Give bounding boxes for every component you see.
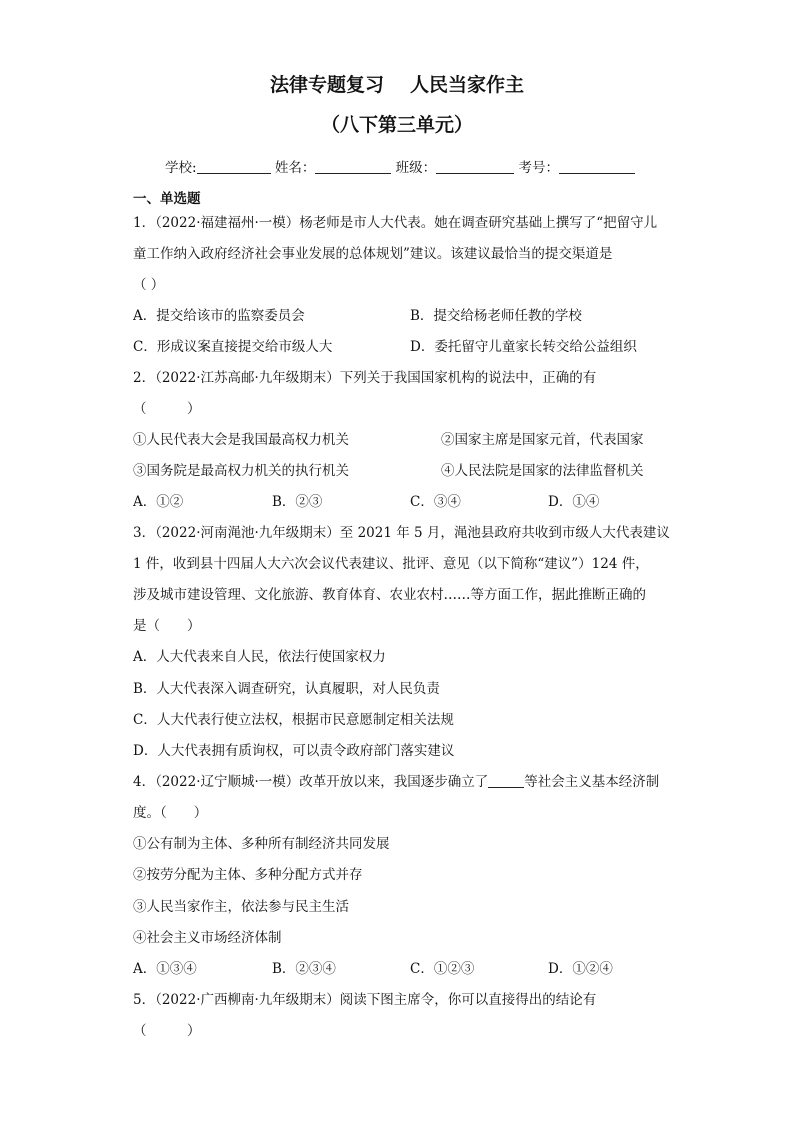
q4-stem-part-b: 等社会主义基本经济制 xyxy=(524,774,660,790)
q2-statement-2: ②国家主席是国家元首，代表国家 xyxy=(441,432,644,448)
q3-option-c[interactable]: C．人大代表行使立法权，根据市民意愿制定相关法规 xyxy=(133,712,454,728)
q2-option-a[interactable]: A．①② xyxy=(133,494,184,510)
q3-stem-line4: 是（ ） xyxy=(133,618,201,634)
q1-stem-line2: 童工作纳入政府经济社会事业发展的总体规划”建议。该建议最恰当的提交渠道是 xyxy=(133,246,613,262)
q4-option-a[interactable]: A．①③④ xyxy=(133,961,197,977)
student-info-line xyxy=(165,156,635,176)
q1-option-c[interactable]: C．形成议案直接提交给市级人大 xyxy=(133,339,333,355)
q4-statement-3: ③人民当家作主，依法参与民主生活 xyxy=(133,899,349,915)
section-heading: 一、单选题 xyxy=(133,191,201,207)
q4-stem-line1 xyxy=(133,773,659,791)
exam-no-field[interactable] xyxy=(559,159,635,174)
title-right: 人民当家作主 xyxy=(410,74,525,96)
q2-option-b[interactable]: B．②③ xyxy=(272,494,323,510)
q5-answer-paren: （ ） xyxy=(133,1023,201,1039)
q4-statement-2: ②按劳分配为主体、多种分配方式并存 xyxy=(133,867,363,883)
name-label: 姓名： xyxy=(274,160,316,176)
q1-option-a[interactable]: A．提交给该市的监察委员会 xyxy=(133,308,305,324)
q2-stem-line1: 2．（2022·江苏高邮·九年级期末）下列关于我国国家机构的说法中，正确的有 xyxy=(133,370,597,386)
title-left: 法律专题复习 xyxy=(269,74,384,96)
q4-statement-4: ④社会主义市场经济体制 xyxy=(133,930,282,946)
q1-answer-paren: （ ） xyxy=(133,277,165,293)
q4-option-d[interactable]: D．①②④ xyxy=(548,961,613,977)
page-subtitle: （八下第三单元） xyxy=(320,114,473,136)
q3-stem-line2: 1 件，收到县十四届人大六次会议代表建议、批评、意见（以下简称“建议”）124 件， xyxy=(133,556,649,572)
q3-stem-line1: 3．（2022·河南渑池·九年级期末）至 2021 年 5 月，渑池县政府共收到市级人大代表建议 xyxy=(133,525,670,541)
q3-option-d[interactable]: D．人大代表拥有质询权，可以责令政府部门落实建议 xyxy=(133,743,455,759)
q1-option-d[interactable]: D．委托留守儿童家长转交给公益组织 xyxy=(410,339,637,355)
page-title xyxy=(0,70,794,97)
q4-option-b[interactable]: B．②③④ xyxy=(272,961,336,977)
school-field[interactable] xyxy=(197,159,271,174)
q2-statement-1: ①人民代表大会是我国最高权力机关 xyxy=(133,432,349,448)
q3-option-a[interactable]: A．人大代表来自人民，依法行使国家权力 xyxy=(133,649,386,665)
q1-stem-line1: 1．（2022·福建福州·一模）杨老师是市人大代表。她在调查研究基础上撰写了“把留守儿 xyxy=(133,215,658,231)
class-label: 班级： xyxy=(395,160,437,176)
q4-stem-part-a: 4．（2022·辽宁顺城·一模）改革开放以来，我国逐步确立了 xyxy=(133,774,489,790)
q2-answer-paren: （ ） xyxy=(133,401,201,417)
q4-stem-line2: 度。（ ） xyxy=(133,805,208,821)
q4-statement-1: ①公有制为主体、多种所有制经济共同发展 xyxy=(133,836,390,852)
name-field[interactable] xyxy=(315,159,391,174)
class-field[interactable] xyxy=(436,159,514,174)
q5-stem-line1: 5．（2022·广西柳南·九年级期末）阅读下图主席令，你可以直接得出的结论有 xyxy=(133,992,597,1008)
q3-stem-line3: 涉及城市建设管理、文化旅游、教育体育、农业农村……等方面工作，据此推断正确的 xyxy=(133,587,646,603)
q1-option-b[interactable]: B．提交给杨老师任教的学校 xyxy=(410,308,582,324)
q4-fill-blank xyxy=(488,773,524,788)
q3-option-b[interactable]: B．人大代表深入调查研究，认真履职，对人民负责 xyxy=(133,681,440,697)
q4-option-c[interactable]: C．①②③ xyxy=(410,961,475,977)
school-label: 学校: xyxy=(165,160,197,176)
q2-option-c[interactable]: C．③④ xyxy=(410,494,461,510)
q2-option-d[interactable]: D．①④ xyxy=(548,494,600,510)
q2-statement-3: ③国务院是最高权力机关的执行机关 xyxy=(133,463,349,479)
q2-statement-4: ④人民法院是国家的法律监督机关 xyxy=(441,463,644,479)
exam-no-label: 考号： xyxy=(518,160,559,176)
